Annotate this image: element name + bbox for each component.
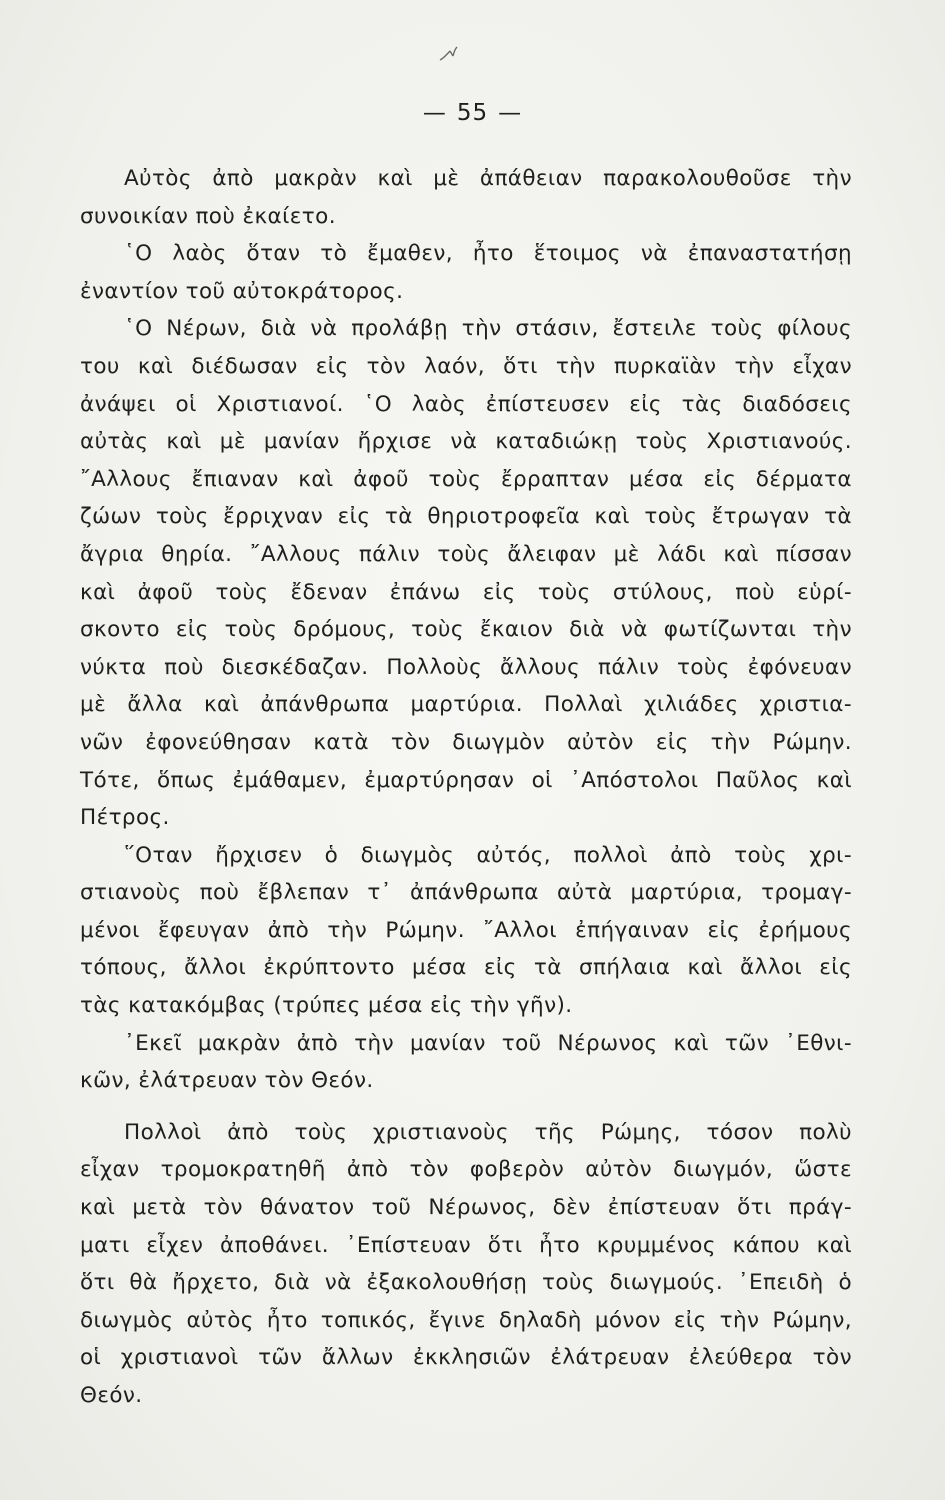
text-line: Πολλοὶ ἀπὸ τοὺς χριστιανοὺς τῆς Ρώμης, τόσον πολὺ xyxy=(124,1119,852,1145)
text-line: αὐτὰς καὶ μὲ μανίαν ἤρχισε νὰ καταδιώκῃ τοὺς Χριστιανούς. xyxy=(80,429,852,455)
text-line: Πέτρος. xyxy=(80,805,170,831)
text-line: Αὐτὸς ἀπὸ μακρὰν καὶ μὲ ἀπάθειαν παρακολουθοῦσε τὴν xyxy=(124,166,852,191)
text-line: κῶν, ἐλάτρευαν τὸν Θεόν. xyxy=(80,1068,374,1094)
text-line: διωγμὸς αὐτὸς ἦτο τοπικός, ἔγινε δηλαδὴ μόνον εἰς τὴν Ρώμην, xyxy=(80,1307,852,1333)
text-line: καὶ ἀφοῦ τοὺς ἔδεναν ἐπάνω εἰς τοὺς στύλους, ποὺ εὑρί- xyxy=(80,579,852,605)
paragraph-gap xyxy=(80,1100,852,1114)
pencil-mark-icon xyxy=(438,44,460,64)
page-number-value: 55 xyxy=(456,100,489,126)
text-line: στιανοὺς ποὺ ἔβλεπαν τ᾿ ἀπάνθρωπα αὐτὰ μαρτύρια, τρομαγ- xyxy=(80,880,852,906)
text-line: ἀνάψει οἱ Χριστιανοί. ῾Ο λαὸς ἐπίστευσεν εἰς τὰς διαδόσεις xyxy=(80,391,852,417)
text-line: ὅτι θὰ ἤρχετο, διὰ νὰ ἐξακολουθήσῃ τοὺς διωγμούς. ᾿Επειδὴ ὁ xyxy=(80,1270,852,1296)
text-line: τὰς κατακόμβας (τρύπες μέσα εἰς τὴν γῆν). xyxy=(80,993,573,1019)
text-line: συνοικίαν ποὺ ἐκαίετο. xyxy=(80,203,336,229)
text-line: ἄγρια θηρία. ῎Αλλους πάλιν τοὺς ἄλειφαν μὲ λάδι καὶ πίσσαν xyxy=(80,541,852,567)
text-line: ῾Ο Νέρων, διὰ νὰ προλάβῃ τὴν στάσιν, ἔστειλε τοὺς φίλους xyxy=(124,316,852,342)
text-line: καὶ μετὰ τὸν θάνατον τοῦ Νέρωνος, δὲν ἐπίστευαν ὅτι πράγ- xyxy=(80,1195,852,1221)
text-line: σκοντο εἰς τοὺς δρόμους, τοὺς ἔκαιον διὰ νὰ φωτίζωνται τὴν xyxy=(80,617,852,643)
text-line: νύκτα ποὺ διεσκέδαζαν. Πολλοὺς ἄλλους πάλιν τοὺς ἐφόνευαν xyxy=(80,654,852,680)
text-line: Τότε, ὅπως ἐμάθαμεν, ἐμαρτύρησαν οἱ ᾿Απόστολοι Παῦλος καὶ xyxy=(80,767,852,793)
text-line: μὲ ἄλλα καὶ ἀπάνθρωπα μαρτύρια. Πολλαὶ χιλιάδες χριστια- xyxy=(80,692,852,718)
text-line: ᾿Εκεῖ μακρὰν ἀπὸ τὴν μανίαν τοῦ Νέρωνος καὶ τῶν ᾿Εθνι- xyxy=(124,1030,852,1056)
text-line: ματι εἶχεν ἀποθάνει. ᾿Επίστευαν ὅτι ἦτο κρυμμένος κάπου καὶ xyxy=(80,1232,852,1258)
text-line: οἱ χριστιανοὶ τῶν ἄλλων ἐκκλησιῶν ἐλάτρευαν ἐλεύθερα τὸν xyxy=(80,1345,852,1371)
text-line: εἶχαν τρομοκρατηθῆ ἀπὸ τὸν φοβερὸν αὐτὸν διωγμόν, ὥστε xyxy=(80,1157,852,1183)
text-line: ζώων τοὺς ἔρριχναν εἰς τὰ θηριοτροφεῖα καὶ τοὺς ἔτρωγαν τὰ xyxy=(80,504,852,530)
text-line: Θεόν. xyxy=(80,1383,143,1408)
text-line: μένοι ἔφευγαν ἀπὸ τὴν Ρώμην. ῎Αλλοι ἐπήγαιναν εἰς ἐρήμους xyxy=(80,917,852,943)
text-line: νῶν ἐφονεύθησαν κατὰ τὸν διωγμὸν αὐτὸν εἰς τὴν Ρώμην. xyxy=(80,729,852,755)
text-line: ἐναντίον τοῦ αὐτοκράτορος. xyxy=(80,278,404,304)
page-number-dash-left: — xyxy=(422,100,447,126)
text-line: τόπους, ἄλλοι ἐκρύπτοντο μέσα εἰς τὰ σπήλαια καὶ ἄλλοι εἰς xyxy=(80,955,852,981)
text-line: ῎Αλλους ἔπιαναν καὶ ἀφοῦ τοὺς ἔρραπταν μέσα εἰς δέρματα xyxy=(80,466,852,492)
page-number xyxy=(0,100,945,126)
text-line: ῾Ο λαὸς ὅταν τὸ ἔμαθεν, ἦτο ἕτοιμος νὰ ἐπαναστατήσῃ xyxy=(124,241,852,267)
body-text xyxy=(80,160,852,1415)
page-number-dash-right: — xyxy=(498,100,523,126)
text-line: του καὶ διέδωσαν εἰς τὸν λαόν, ὅτι τὴν πυρκαϊὰν τὴν εἶχαν xyxy=(80,353,852,379)
text-line: ῞Οταν ἤρχισεν ὁ διωγμὸς αὐτός, πολλοὶ ἀπὸ τοὺς χρι- xyxy=(124,842,852,868)
